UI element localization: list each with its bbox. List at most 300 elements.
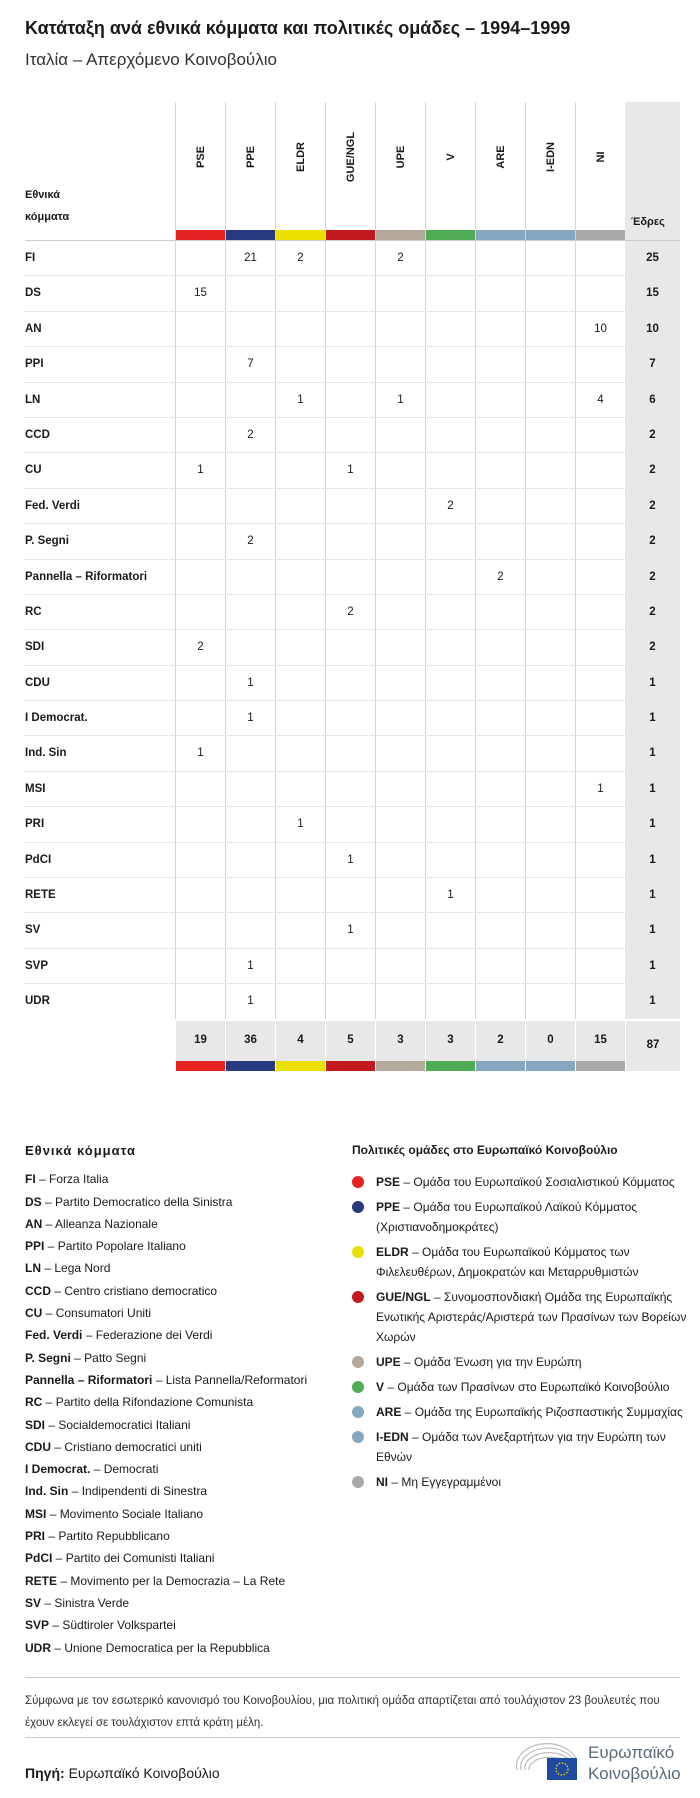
group-column-header — [325, 102, 375, 240]
seat-count-cell — [225, 595, 275, 629]
seat-count-cell — [175, 949, 225, 983]
group-name: Ομάδα του Ευρωπαϊκού Λαϊκού Κόμματος (Χριστιανοδημοκράτες) — [376, 1200, 638, 1234]
seat-count-cell — [425, 383, 475, 417]
party-name: Unione Democratica per la Repubblica — [64, 1640, 270, 1655]
seat-count-cell — [225, 276, 275, 310]
seat-count-cell: 1 — [225, 984, 275, 1018]
seat-count-cell: 2 — [475, 560, 525, 594]
seat-count-cell — [275, 913, 325, 947]
seat-count-cell — [475, 383, 525, 417]
group-total — [325, 1021, 375, 1071]
seat-count-cell — [575, 418, 625, 452]
seat-count-cell — [225, 843, 275, 877]
seat-count-cell — [175, 843, 225, 877]
seat-count-cell: 2 — [225, 524, 275, 558]
seat-count-cell — [425, 843, 475, 877]
group-total — [225, 1021, 275, 1071]
group-total-value: 3 — [397, 1033, 404, 1046]
group-color-bar — [176, 1061, 225, 1071]
row-total: 25 — [625, 241, 680, 275]
seat-count-cell — [525, 383, 575, 417]
row-total: 2 — [625, 524, 680, 558]
seat-count-cell — [275, 701, 325, 735]
seat-count-cell — [275, 418, 325, 452]
party-legend-item: MSI – Movimento Sociale Italiano — [25, 1506, 204, 1521]
seat-count-cell — [275, 984, 325, 1018]
party-legend-item: CU – Consumatori Uniti — [25, 1306, 152, 1321]
seat-count-cell — [425, 736, 475, 770]
party-legend-item: SVP – Südtiroler Volkspartei — [25, 1618, 176, 1633]
seat-count-cell — [575, 913, 625, 947]
totals-row — [25, 1021, 680, 1071]
seat-count-cell — [475, 595, 525, 629]
table-row — [25, 417, 680, 452]
seat-count-cell — [175, 489, 225, 523]
seat-count-cell — [225, 736, 275, 770]
row-total: 2 — [625, 418, 680, 452]
seat-count-cell — [425, 312, 475, 346]
group-color-bar — [426, 230, 475, 240]
seat-count-cell — [525, 736, 575, 770]
group-color-dot — [352, 1246, 364, 1258]
party-name: Democrati — [103, 1462, 159, 1477]
seat-count-cell — [325, 418, 375, 452]
seats-header — [625, 102, 680, 240]
group-name: Συνομοσπονδιακή Ομάδα της Ευρωπαϊκής Ενωτικής Αριστεράς/Αριστερά των Πρασίνων των Βορείων Χωρών — [376, 1290, 687, 1344]
seat-count-cell — [375, 560, 425, 594]
group-color-bar — [476, 1061, 525, 1071]
group-legend-title: Πολιτικές ομάδες στο Ευρωπαϊκό Κοινοβούλιο — [352, 1143, 618, 1157]
seat-count-cell — [525, 772, 575, 806]
party-legend-item: Pannella – Riformatori – Lista Pannella/Reformatori — [25, 1372, 308, 1387]
seat-count-cell — [325, 736, 375, 770]
party-name: Forza Italia — [49, 1172, 109, 1187]
seat-count-cell — [525, 878, 575, 912]
source-value: Ευρωπαϊκό Κοινοβούλιο — [68, 1765, 220, 1781]
party-name: Movimento per la Democrazia – La Rete — [70, 1573, 286, 1588]
seat-count-cell — [375, 772, 425, 806]
seat-count-cell — [525, 560, 575, 594]
seat-count-cell — [425, 984, 475, 1018]
seat-count-cell: 21 — [225, 241, 275, 275]
group-total-value: 4 — [297, 1033, 304, 1046]
divider — [25, 1677, 680, 1678]
seat-count-cell — [175, 560, 225, 594]
row-total: 1 — [625, 736, 680, 770]
seat-count-cell — [575, 241, 625, 275]
group-label: UPE — [394, 145, 407, 169]
party-legend-item: UDR – Unione Democratica per la Repubblica — [25, 1640, 270, 1655]
table-row — [25, 948, 680, 983]
seat-count-cell — [425, 524, 475, 558]
seat-count-cell — [525, 807, 575, 841]
group-total — [175, 1021, 225, 1071]
seat-count-cell — [475, 241, 525, 275]
group-total-value: 3 — [447, 1033, 454, 1046]
seat-count-cell: 10 — [575, 312, 625, 346]
group-color-bar — [576, 1061, 625, 1071]
table-row — [25, 275, 680, 310]
row-total: 7 — [625, 347, 680, 381]
row-total: 1 — [625, 949, 680, 983]
seat-count-cell — [225, 312, 275, 346]
party-legend-item: Ind. Sin – Indipendenti di Sinestra — [25, 1484, 208, 1499]
group-legend-item: PSE – Ομάδα του Ευρωπαϊκού Σοσιαλιστικού Κόμματος — [352, 1172, 687, 1192]
seat-count-cell: 1 — [225, 666, 275, 700]
seat-count-cell: 2 — [425, 489, 475, 523]
group-legend-item: V – Ομάδα των Πρασίνων στο Ευρωπαϊκό Κοινοβούλιο — [352, 1377, 687, 1397]
seat-count-cell — [525, 666, 575, 700]
group-legend — [352, 1140, 687, 1497]
table-row — [25, 488, 680, 523]
party-code: PdCI — [25, 1551, 53, 1566]
seat-count-cell — [325, 807, 375, 841]
party-code: Pannella – Riformatori — [25, 1372, 153, 1387]
party-name: Sinistra Verde — [54, 1595, 130, 1610]
group-name: Ομάδα των Ανεξαρτήτων για την Ευρώπη των Εθνών — [376, 1430, 666, 1464]
party-name: Partito dei Comunisti Italiani — [65, 1551, 215, 1566]
seat-count-cell: 7 — [225, 347, 275, 381]
group-label: PPE — [244, 145, 257, 169]
seat-count-cell — [525, 630, 575, 664]
row-total: 6 — [625, 383, 680, 417]
seat-count-cell — [575, 878, 625, 912]
table-row — [25, 629, 680, 664]
group-label: ELDR — [294, 142, 307, 172]
table-row — [25, 912, 680, 947]
group-column-header — [525, 102, 575, 240]
group-total — [425, 1021, 475, 1071]
seat-count-cell — [525, 913, 575, 947]
seat-count-cell — [475, 843, 525, 877]
seat-count-cell — [525, 524, 575, 558]
group-name: Ομάδα του Ευρωπαϊκού Κόμματος των Φιλελευθέρων, Δημοκρατών και Μεταρρυθμιστών — [376, 1245, 639, 1279]
table-row — [25, 523, 680, 558]
seat-count-cell — [425, 666, 475, 700]
party-code: AN — [25, 322, 42, 335]
seat-count-cell — [175, 772, 225, 806]
row-total: 1 — [625, 772, 680, 806]
seat-count-cell: 1 — [575, 772, 625, 806]
party-code: P. Segni — [25, 1350, 71, 1365]
party-code: SV — [25, 924, 41, 937]
party-legend-item: SDI – Socialdemocratici Italiani — [25, 1417, 191, 1432]
seat-count-cell — [375, 666, 425, 700]
party-legend-item: PPI – Partito Popolare Italiano — [25, 1239, 186, 1254]
seat-count-cell: 1 — [275, 383, 325, 417]
seat-count-cell — [575, 807, 625, 841]
seat-count-cell — [375, 878, 425, 912]
seat-count-cell — [375, 843, 425, 877]
group-label: GUE/NGL — [344, 131, 357, 183]
party-legend-item: CCD – Centro cristiano democratico — [25, 1283, 218, 1298]
row-total: 1 — [625, 807, 680, 841]
seat-count-cell — [175, 701, 225, 735]
seat-count-cell — [475, 701, 525, 735]
party-code: Fed. Verdi — [25, 1328, 83, 1343]
seat-count-cell — [425, 630, 475, 664]
party-legend-item: I Democrat. – Democrati — [25, 1462, 159, 1477]
seat-count-cell — [425, 241, 475, 275]
seat-count-cell — [175, 312, 225, 346]
party-code: SVP — [25, 1618, 50, 1633]
seat-count-cell — [175, 383, 225, 417]
group-column-header — [275, 102, 325, 240]
group-color-dot — [352, 1406, 364, 1418]
group-color-bar — [376, 230, 425, 240]
party-name: Partito Popolare Italiano — [57, 1239, 186, 1254]
seat-count-cell — [275, 949, 325, 983]
seat-count-cell — [275, 595, 325, 629]
seat-count-cell — [475, 984, 525, 1018]
seat-count-cell — [375, 984, 425, 1018]
group-color-dot — [352, 1201, 364, 1213]
grand-total: 87 — [625, 1021, 680, 1071]
party-name: Lega Nord — [54, 1261, 111, 1276]
group-total — [275, 1021, 325, 1071]
table-row — [25, 806, 680, 841]
seat-count-cell — [425, 453, 475, 487]
seat-count-cell — [575, 453, 625, 487]
seat-count-cell: 1 — [225, 949, 275, 983]
seat-count-cell — [375, 418, 425, 452]
logo-line2: Κοινοβούλιο — [588, 1764, 681, 1783]
seat-count-cell — [375, 807, 425, 841]
group-color-dot — [352, 1356, 364, 1368]
seat-count-cell — [325, 312, 375, 346]
seat-count-cell — [575, 949, 625, 983]
party-code: P. Segni — [25, 535, 69, 548]
group-column-header — [475, 102, 525, 240]
seat-count-cell — [475, 276, 525, 310]
seat-count-cell — [575, 347, 625, 381]
seat-count-cell — [275, 630, 325, 664]
party-legend-item: LN – Lega Nord — [25, 1261, 111, 1276]
party-legend-item: FI – Forza Italia — [25, 1172, 109, 1187]
group-code: ELDR — [376, 1245, 409, 1259]
seat-count-cell — [325, 949, 375, 983]
table-row — [25, 735, 680, 770]
seat-count-cell — [525, 241, 575, 275]
table-row — [25, 700, 680, 735]
seat-count-cell — [575, 595, 625, 629]
party-code: UDR — [25, 1640, 51, 1655]
group-total — [475, 1021, 525, 1071]
seat-count-cell — [475, 418, 525, 452]
seat-count-cell — [375, 949, 425, 983]
seat-count-cell — [375, 913, 425, 947]
group-legend-item: GUE/NGL – Συνομοσπονδιακή Ομάδα της Ευρωπαϊκής Ενωτικής Αριστεράς/Αριστερά των Πρασίνων των Βορείων Χωρών — [352, 1287, 687, 1347]
group-legend-item: ARE – Ομάδα της Ευρωπαϊκής Ριζοσπαστικής Συμμαχίας — [352, 1402, 687, 1422]
chart-subtitle: Ιταλία – Απερχόμενο Κοινοβούλιο — [25, 50, 277, 69]
seat-count-cell — [575, 984, 625, 1018]
seat-count-cell — [525, 843, 575, 877]
group-legend-item: I-EDN – Ομάδα των Ανεξαρτήτων για την Ευρώπη των Εθνών — [352, 1427, 687, 1467]
group-color-bar — [426, 1061, 475, 1071]
group-color-bar — [526, 1061, 575, 1071]
party-code: DS — [25, 1194, 42, 1209]
group-color-dot — [352, 1291, 364, 1303]
table-row — [25, 452, 680, 487]
seat-count-cell — [175, 241, 225, 275]
group-legend-item: NI – Μη Εγγεγραμμένοι — [352, 1472, 687, 1492]
row-header-label: Εθνικά κόμματα — [25, 189, 70, 223]
group-total — [575, 1021, 625, 1071]
seat-count-cell — [325, 772, 375, 806]
party-code: Fed. Verdi — [25, 499, 80, 512]
logo-line1: Ευρωπαϊκό — [588, 1743, 675, 1762]
table-row — [25, 842, 680, 877]
table-row — [25, 559, 680, 594]
seat-count-cell — [375, 736, 425, 770]
seat-count-cell — [325, 630, 375, 664]
seat-count-cell — [275, 312, 325, 346]
seat-count-cell — [275, 489, 325, 523]
seat-count-cell — [525, 276, 575, 310]
party-code: PRI — [25, 818, 45, 831]
seat-count-cell — [375, 524, 425, 558]
table-row — [25, 346, 680, 381]
seat-count-cell — [275, 453, 325, 487]
party-code: CU — [25, 464, 42, 477]
seat-count-cell — [475, 878, 525, 912]
seat-count-cell — [325, 984, 375, 1018]
group-color-bar — [526, 230, 575, 240]
row-total: 1 — [625, 913, 680, 947]
group-code: UPE — [376, 1355, 401, 1369]
party-code: SDI — [25, 641, 45, 654]
seat-count-cell — [325, 276, 375, 310]
seat-count-cell — [425, 949, 475, 983]
row-total: 1 — [625, 843, 680, 877]
seat-count-cell — [475, 489, 525, 523]
party-legend-item: PdCI – Partito dei Comunisti Italiani — [25, 1551, 215, 1566]
ep-logo — [515, 1740, 685, 1790]
party-name: Socialdemocratici Italiani — [58, 1417, 191, 1432]
group-name: Ομάδα του Ευρωπαϊκού Σοσιαλιστικού Κόμματος — [413, 1175, 675, 1189]
group-label: NI — [594, 151, 607, 163]
group-column-header — [225, 102, 275, 240]
seat-count-cell — [425, 560, 475, 594]
table-row — [25, 382, 680, 417]
group-name: Μη Εγγεγραμμένοι — [401, 1475, 501, 1489]
group-total-value: 0 — [547, 1033, 554, 1046]
seat-count-cell — [225, 772, 275, 806]
party-name: Südtiroler Volkspartei — [62, 1618, 176, 1633]
group-name: Ομάδα των Πρασίνων στο Ευρωπαϊκό Κοινοβούλιο — [397, 1380, 670, 1394]
party-code: RETE — [25, 889, 56, 902]
seat-count-cell — [525, 347, 575, 381]
seat-count-cell — [425, 701, 475, 735]
seat-count-cell: 2 — [375, 241, 425, 275]
seat-count-cell — [325, 560, 375, 594]
party-name: Indipendenti di Sinestra — [81, 1484, 208, 1499]
group-color-dot — [352, 1476, 364, 1488]
party-code: SVP — [25, 959, 49, 972]
group-code: I-EDN — [376, 1430, 409, 1444]
group-color-bar — [226, 1061, 275, 1071]
group-color-bar — [376, 1061, 425, 1071]
seat-count-cell — [375, 347, 425, 381]
seat-count-cell — [475, 453, 525, 487]
party-code: PRI — [25, 1529, 46, 1544]
group-color-bar — [276, 1061, 325, 1071]
seat-count-cell — [575, 630, 625, 664]
table-row — [25, 983, 680, 1018]
party-legend-item: RC – Partito della Rifondazione Comunista — [25, 1395, 254, 1410]
seat-count-cell: 2 — [325, 595, 375, 629]
seat-count-cell — [525, 418, 575, 452]
row-total: 2 — [625, 630, 680, 664]
seat-count-cell — [325, 878, 375, 912]
seat-count-cell — [525, 949, 575, 983]
party-code: CCD — [25, 428, 50, 441]
seat-count-cell — [325, 701, 375, 735]
group-color-bar — [326, 230, 375, 240]
party-code: I Democrat. — [25, 1462, 91, 1477]
seat-count-cell — [325, 524, 375, 558]
group-label: PSE — [194, 145, 207, 169]
seat-count-cell — [475, 630, 525, 664]
seat-count-cell — [325, 241, 375, 275]
party-code: DS — [25, 287, 41, 300]
party-legend-item: Fed. Verdi – Federazione dei Verdi — [25, 1328, 213, 1343]
party-legend-item: CDU – Cristiano democratici uniti — [25, 1439, 202, 1454]
party-name: Movimento Sociale Italiano — [59, 1506, 204, 1521]
seats-table — [25, 102, 680, 1071]
seat-count-cell: 4 — [575, 383, 625, 417]
group-total-value: 5 — [347, 1033, 354, 1046]
table-row — [25, 665, 680, 700]
seat-count-cell: 1 — [325, 913, 375, 947]
seat-count-cell — [175, 807, 225, 841]
seat-count-cell — [225, 807, 275, 841]
seat-count-cell: 1 — [175, 453, 225, 487]
seat-count-cell — [475, 736, 525, 770]
party-code: CCD — [25, 1283, 51, 1298]
seat-count-cell — [175, 984, 225, 1018]
table-row — [25, 240, 680, 275]
row-total: 2 — [625, 453, 680, 487]
party-legend-item: PRI – Partito Repubblicano — [25, 1529, 170, 1544]
seat-count-cell — [225, 560, 275, 594]
seat-count-cell — [225, 489, 275, 523]
party-name: Partito Repubblicano — [58, 1529, 170, 1544]
seat-count-cell: 1 — [175, 736, 225, 770]
row-total: 1 — [625, 984, 680, 1018]
seat-count-cell: 1 — [325, 843, 375, 877]
seat-count-cell — [375, 630, 425, 664]
seat-count-cell — [175, 878, 225, 912]
table-row — [25, 771, 680, 806]
table-row — [25, 594, 680, 629]
row-total: 2 — [625, 595, 680, 629]
party-code: MSI — [25, 782, 46, 795]
seat-count-cell — [475, 807, 525, 841]
group-label: I-EDN — [544, 142, 557, 172]
group-code: V — [376, 1380, 385, 1394]
group-color-dot — [352, 1431, 364, 1443]
seat-count-cell — [275, 736, 325, 770]
party-legend-item: AN – Alleanza Nazionale — [25, 1216, 158, 1231]
party-code: RETE — [25, 1573, 58, 1588]
party-name: Centro cristiano democratico — [64, 1283, 218, 1298]
seat-count-cell: 2 — [225, 418, 275, 452]
footnote: Σύμφωνα με τον εσωτερικό κανονισμό του Κοινοβουλίου, μια πολιτική ομάδα απαρτίζεται από τουλάχιστον 23 βουλευτές που έχουν εκλεγεί σε τουλάχιστον επτά κράτη μέλη. — [25, 1695, 660, 1729]
party-code: CU — [25, 1306, 43, 1321]
seat-count-cell: 2 — [275, 241, 325, 275]
party-code: PPI — [25, 358, 44, 371]
